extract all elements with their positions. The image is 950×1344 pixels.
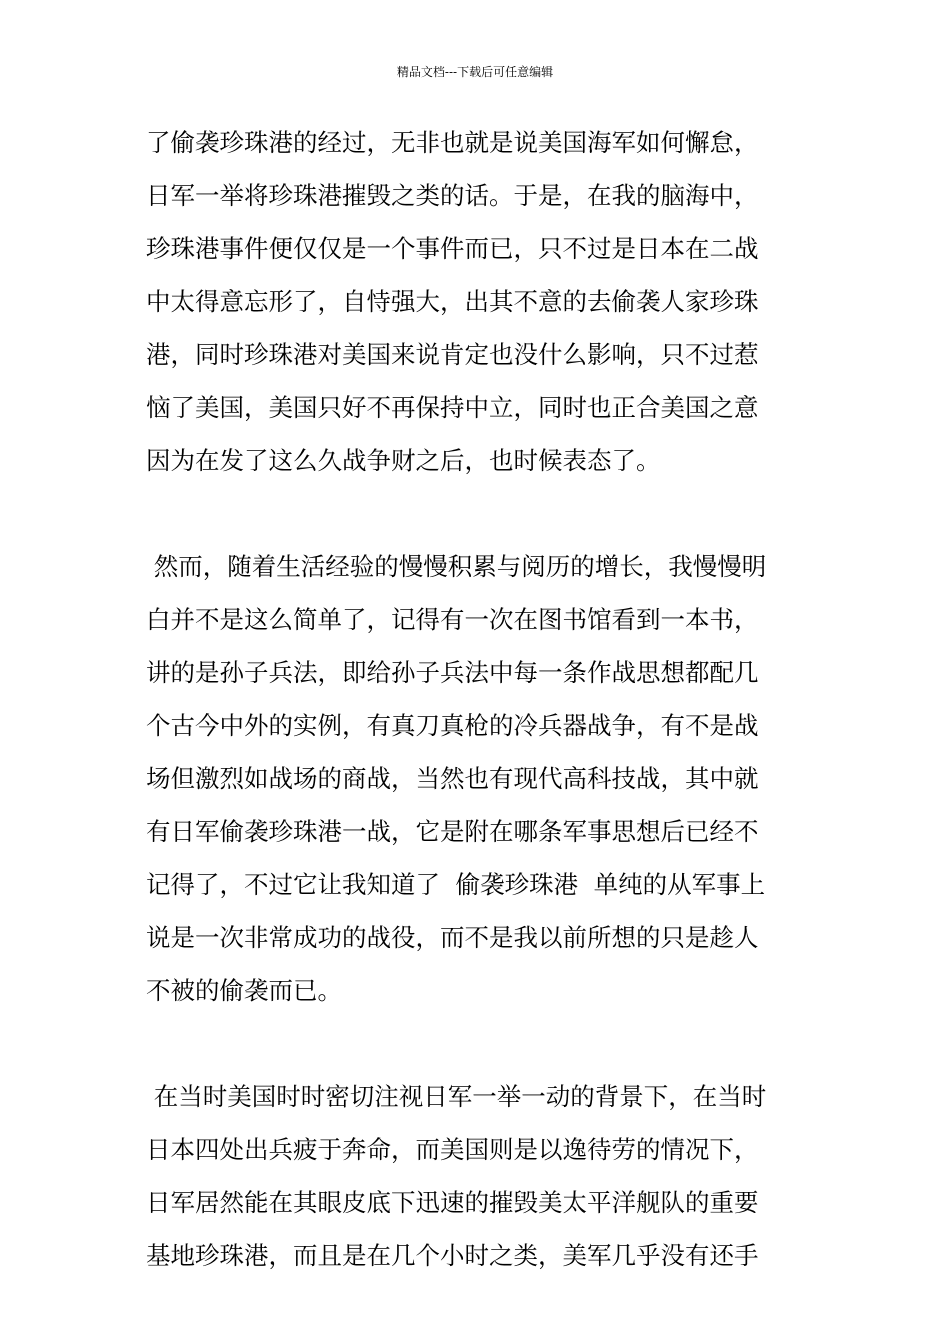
text-line: 在当时美国时时密切注视日军一举一动的背景下，在当时 (146, 1082, 767, 1111)
text-line: 个古今中外的实例，有真刀真枪的冷兵器战争，有不是战 (146, 711, 759, 740)
paragraph-spacer (146, 1017, 810, 1070)
text-line: 然而，随着生活经验的慢慢积累与阅历的增长，我慢慢明 (146, 552, 767, 581)
text-line: 说是一次非常成功的战役，而不是我以前所想的只是趁人 (146, 923, 759, 952)
paragraph-spacer (146, 487, 810, 540)
text-line: 港，同时珍珠港对美国来说肯定也没什么影响，只不过惹 (146, 340, 759, 369)
text-line: 记得了，不过它让我知道了 偷袭珍珠港 单纯的从军事上 (146, 870, 766, 899)
text-line: 了偷袭珍珠港的经过，无非也就是说美国海军如何懈怠， (146, 128, 759, 157)
text-line: 日本四处出兵疲于奔命，而美国则是以逸待劳的情况下， (146, 1135, 759, 1164)
text-line: 恼了美国，美国只好不再保持中立，同时也正合美国之意 (146, 393, 759, 422)
text-line: 讲的是孙子兵法，即给孙子兵法中每一条作战思想都配几 (146, 658, 759, 687)
text-line: 不被的偷袭而已。 (146, 976, 342, 1005)
text-line: 日军一举将珍珠港摧毁之类的话。于是，在我的脑海中， (146, 181, 759, 210)
text-line: 珍珠港事件便仅仅是一个事件而已，只不过是日本在二战 (146, 234, 759, 263)
page-header: 精品文档---下载后可任意编辑 (396, 65, 554, 79)
paragraph-2 (146, 540, 810, 1017)
text-line: 日军居然能在其眼皮底下迅速的摧毁美太平洋舰队的重要 (146, 1188, 759, 1217)
text-line: 有日军偷袭珍珠港一战，它是附在哪条军事思想后已经不 (146, 817, 759, 846)
paragraph-1 (146, 116, 810, 487)
text-line: 基地珍珠港，而且是在几个小时之类，美军几乎没有还手 (146, 1241, 759, 1270)
text-line: 场但激烈如战场的商战，当然也有现代高科技战，其中就 (146, 764, 759, 793)
text-line: 白并不是这么简单了，记得有一次在图书馆看到一本书， (146, 605, 759, 634)
text-line: 因为在发了这么久战争财之后，也时候表态了。 (146, 446, 661, 475)
text-line: 中太得意忘形了，自恃强大，出其不意的去偷袭人家珍珠 (146, 287, 759, 316)
document-body (146, 116, 810, 1282)
paragraph-3 (146, 1070, 810, 1282)
